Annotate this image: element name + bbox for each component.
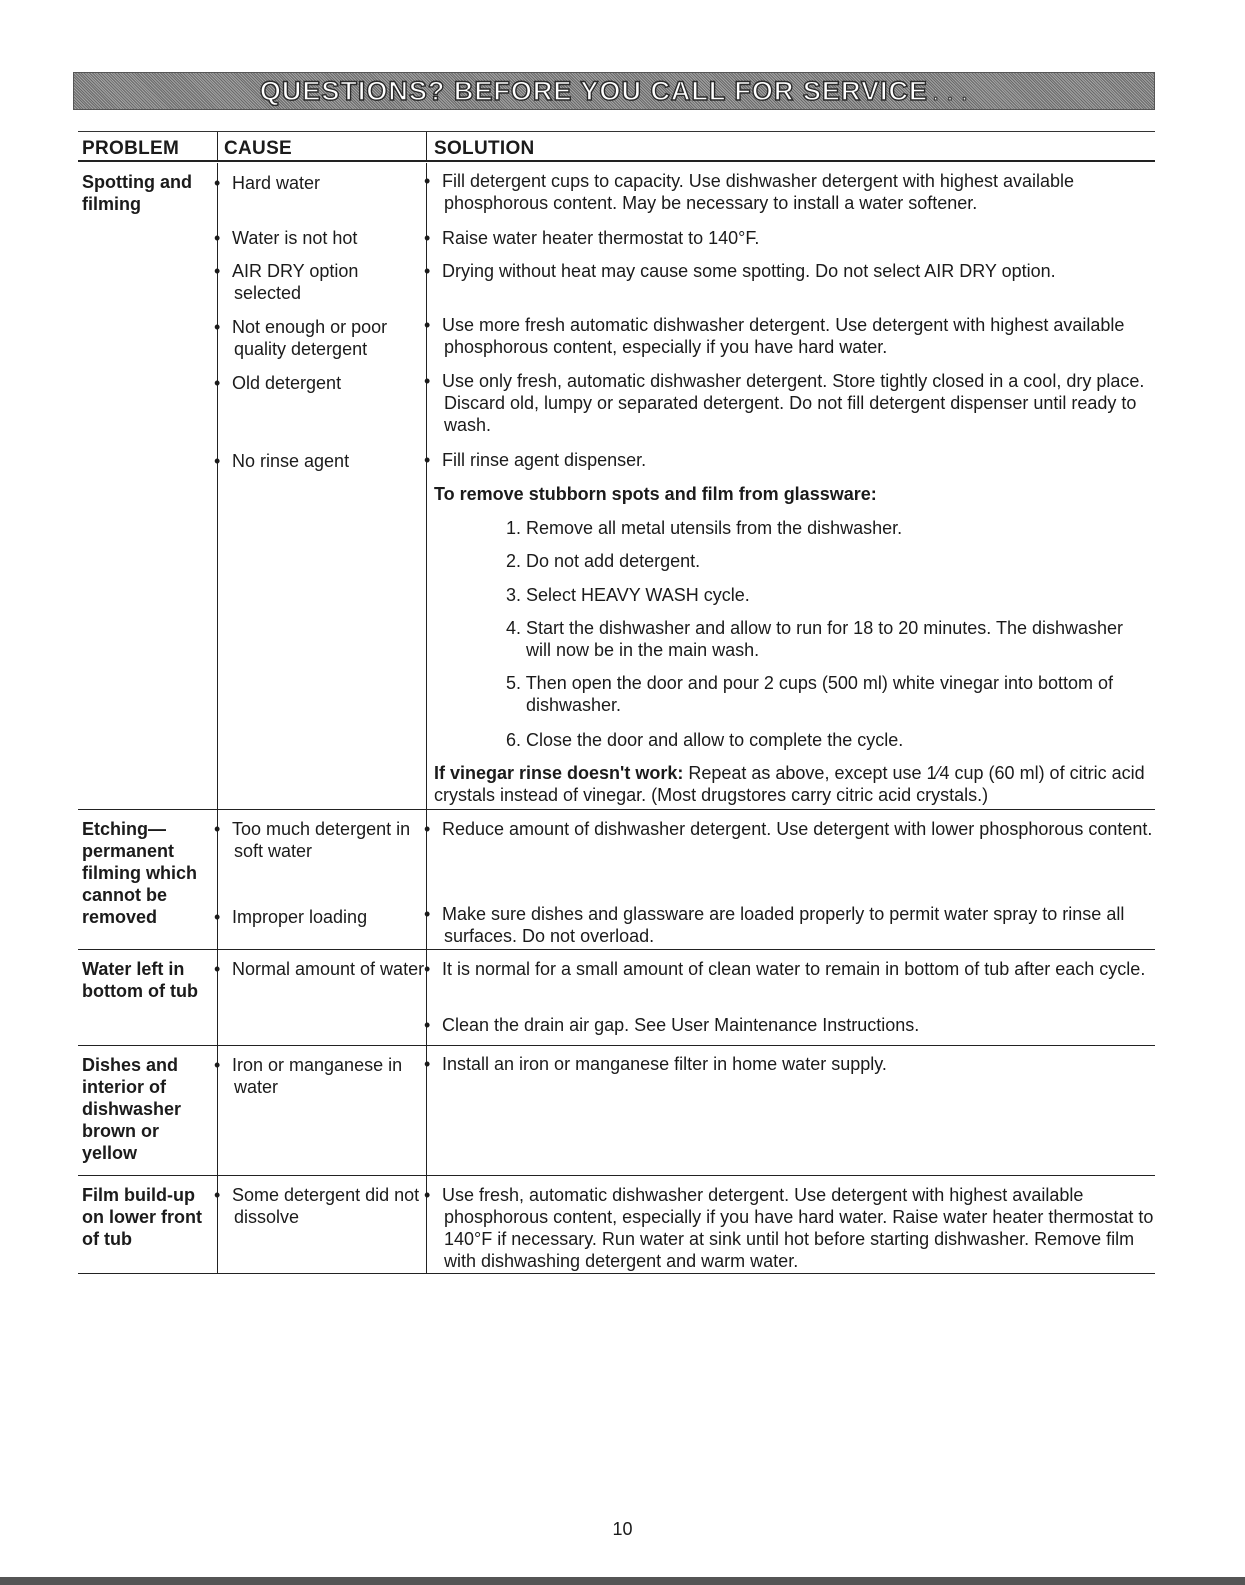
cause-item: • Water is not hot [214,228,358,248]
problem-label: Dishes and interior of dishwasher brown or yellow [82,1055,182,1163]
solution-item: • Clean the drain air gap. See User Maintenance Instructions. [424,1015,920,1035]
table-row [78,810,1155,950]
banner-dots: . . . [931,75,969,106]
problem-label: Etching— permanent filming which cannot be removed [82,819,197,927]
step-item: 2. Do not add detergent. [506,551,701,571]
page-number: 10 [612,1519,633,1539]
cause-item: • Some detergent did not dissolve [214,1185,420,1227]
cause-item: • Too much detergent in soft water [214,819,411,861]
banner-title: QUESTIONS? BEFORE YOU CALL FOR SERVICE [259,75,928,106]
table-row [78,163,1155,810]
solution-item: • Use more fresh automatic dishwasher detergent. Use detergent with highest available phosphorous content, especially if you have hard water. [424,315,1125,357]
solution-item: • Drying without heat may cause some spotting. Do not select AIR DRY option. [424,261,1056,281]
solution-item: • Fill detergent cups to capacity. Use dishwasher detergent with highest available phosphorous content. May be necessary to install a water softener. [424,171,1075,213]
header-cause: CAUSE [224,138,293,159]
cause-item: • Normal amount of water [214,959,425,979]
problem-label: Film build-up on lower front of tub [82,1185,202,1249]
table-row [78,1046,1155,1176]
problem-label: Water left in bottom of tub [82,959,198,1001]
solution-item: • Use fresh, automatic dishwasher detergent. Use detergent with highest available phosphorous content, especially if you have hard water. Raise water heater thermostat to 140°F if necessary. Run water at sink until hot before starting dishwasher. Remove film with dishwashing detergent and warm water. [424,1185,1154,1271]
problem-label: Spotting and filming [82,172,192,214]
cause-item: • Hard water [214,173,321,193]
header-problem: PROBLEM [82,138,180,159]
solution-item: • Install an iron or manganese filter in home water supply. [424,1054,887,1074]
step-item: 4. Start the dishwasher and allow to run for 18 to 20 minutes. The dishwasher will now be in the main wash. [506,618,1124,660]
cause-item: • No rinse agent [214,451,350,471]
solution-item: • Fill rinse agent dispenser. [424,450,647,470]
solution-item: • Raise water heater thermostat to 140°F. [424,228,760,248]
step-item: 1. Remove all metal utensils from the dishwasher. [506,518,903,538]
cause-item: • Old detergent [214,373,342,393]
column-divider [217,132,218,161]
cause-item: • AIR DRY option selected [214,261,359,303]
header-solution: SOLUTION [434,138,535,159]
solution-item: • Use only fresh, automatic dishwasher detergent. Store tightly closed in a cool, dry place. Discard old, lumpy or separated detergent. Do not fill detergent dispenser until ready to wash. [424,371,1145,435]
vinegar-note-text: Repeat as above, except use 1⁄4 cup (60 ml) of citric acid crystals instead of vinegar. (Most drugstores carry citric acid crystals.) [434,763,1145,805]
table-row [78,950,1155,1046]
vinegar-note-label: If vinegar rinse doesn't work: [434,763,684,783]
troubleshooting-table [78,163,1155,1274]
step-item: 5. Then open the door and pour 2 cups (500 ml) white vinegar into bottom of dishwasher. [506,673,1114,715]
cause-item: • Not enough or poor quality detergent [214,317,388,359]
solution-item: • Reduce amount of dishwasher detergent. Use detergent with lower phosphorous content. [424,819,1153,839]
table-header [78,131,1155,162]
stubborn-spots-heading: To remove stubborn spots and film from glassware: [434,484,877,504]
solution-item: • It is normal for a small amount of clean water to remain in bottom of tub after each cycle. [424,959,1146,979]
scan-edge-rule [0,1577,1245,1585]
section-banner [73,72,1155,110]
solution-item: • Make sure dishes and glassware are loaded properly to permit water spray to rinse all surfaces. Do not overload. [424,904,1125,946]
cause-item: • Iron or manganese in water [214,1055,403,1097]
step-item: 6. Close the door and allow to complete the cycle. [506,730,904,750]
step-item: 3. Select HEAVY WASH cycle. [506,585,750,605]
column-divider [426,132,427,161]
table-row [78,1176,1155,1274]
cause-item: • Improper loading [214,907,368,927]
vinegar-note [434,762,1154,806]
